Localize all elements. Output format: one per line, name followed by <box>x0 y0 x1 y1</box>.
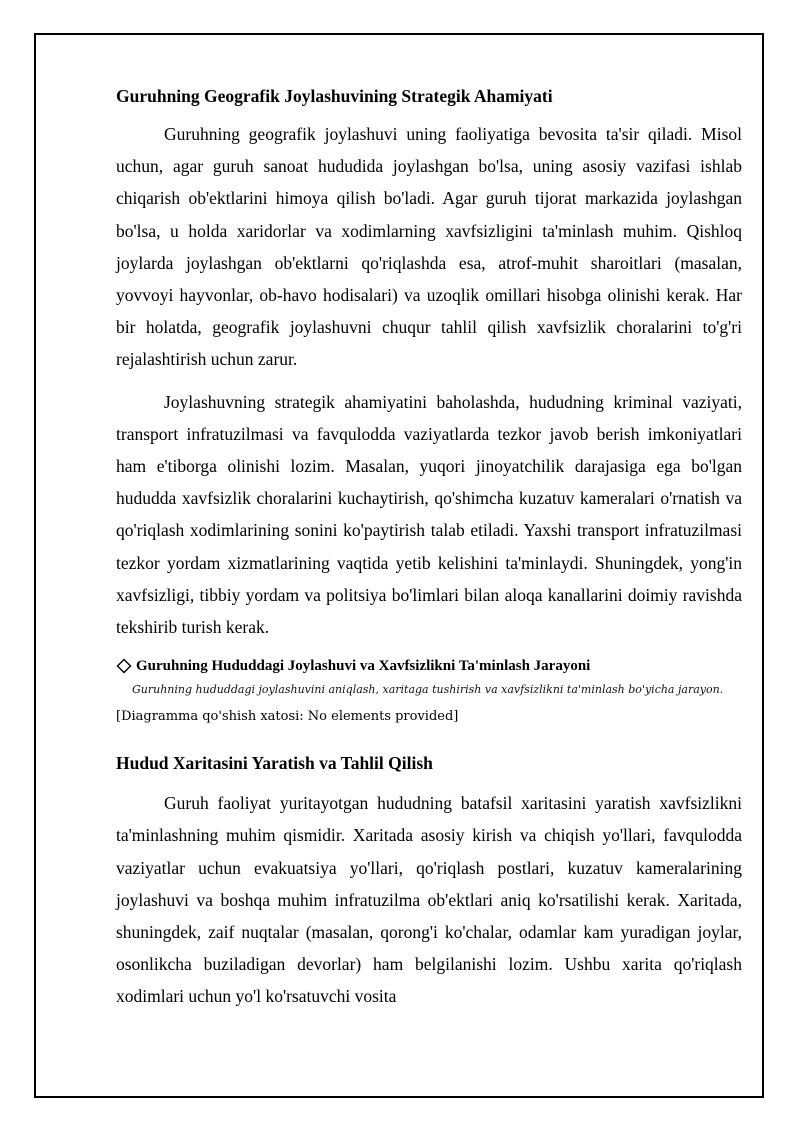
body-paragraph: Guruh faoliyat yuritayotgan hududning batafsil xaritasini yaratish xavfsizlikni ta'minlashning muhim qismidir. Xaritada asosiy kirish va chiqish yo'llari, favqulodda vaziyatlar uchun evakuatsiya yo'llari, qo'riqlash postlari, kuzatuv kameralarining joylashuvi va boshqa muhim infratuzilma ob'ektlari aniq ko'rsatilishi kerak. Xaritada, shuningdek, zaif nuqtalar (masalan, qorong'i ko'chalar, odamlar kam yuradigan joylar, osonlikcha buziladigan devorlar) ham belgilanishi lozim. Ushbu xarita qo'riqlash xodimlari uchun yo'l ko'rsatuvchi vosita <box>116 793 742 1007</box>
body-paragraph: Guruhning geografik joylashuvi uning faoliyatiga bevosita ta'sir qiladi. Misol uchun, agar guruh sanoat hududida joylashgan bo'lsa, uning asosiy vazifasi ishlab chiqarish ob'ektlarini himoya qilish bo'ladi. Agar guruh tijorat markazida joylashgan bo'lsa, u holda xaridorlar va xodimlarning xavfsizligini ta'minlash muhim. Qishloq joylarda joylashgan ob'ektlarni qo'riqlashda esa, atrof-muhit sharoitlari (masalan, yovvoyi hayvonlar, ob-havo hodisalari) va uzoqlik omillari hisobga olinishi kerak. Har bir holatda, geografik joylashuvni chuqur tahlil qilish xavfsizlik choralarini to'g'ri rejalashtirish uchun zarur. <box>116 124 742 370</box>
diagram-block <box>116 655 742 727</box>
diagram-title-text: Guruhning Hududdagi Joylashuvi va Xavfsizlikni Ta'minlash Jarayoni <box>136 658 591 675</box>
section-heading: Guruhning Geografik Joylashuvining Strategik Ahamiyati <box>116 86 553 106</box>
diagram-title <box>116 655 742 677</box>
document-content <box>116 84 742 1013</box>
diamond-icon <box>116 658 132 674</box>
section-heading: Hudud Xaritasini Yaratish va Tahlil Qilish <box>116 753 433 774</box>
body-paragraph: Joylashuvning strategik ahamiyatini baholashda, hududning kriminal vaziyati, transport infratuzilmasi va favqulodda vaziyatlarda tezkor javob berish imkoniyatlari ham e'tiborga olinishi lozim. Masalan, yuqori jinoyatchilik darajasiga ega bo'lgan hududda xavfsizlik choralarini kuchaytirish, qo'shimcha kuzatuv kameralari o'rnatish va qo'riqlash xodimlarining sonini ko'paytirish talab etiladi. Yaxshi transport infratuzilmasi tezkor yordam xizmatlarining vaqtida yetib kelishini ta'minlaydi. Shuningdek, yong'in xavfsizligi, tibbiy yordam va politsiya bo'limlari bilan aloqa kanallarini doimiy ravishda tekshirib turish kerak. <box>116 391 742 638</box>
diagram-error-message: [Diagramma qo'shish xatosi: No elements provided] <box>116 709 459 725</box>
diagram-caption: Guruhning hududdagi joylashuvini aniqlash, xaritaga tushirish va xavfsizlikni ta'minlash bo'yicha jarayon. <box>132 683 724 697</box>
